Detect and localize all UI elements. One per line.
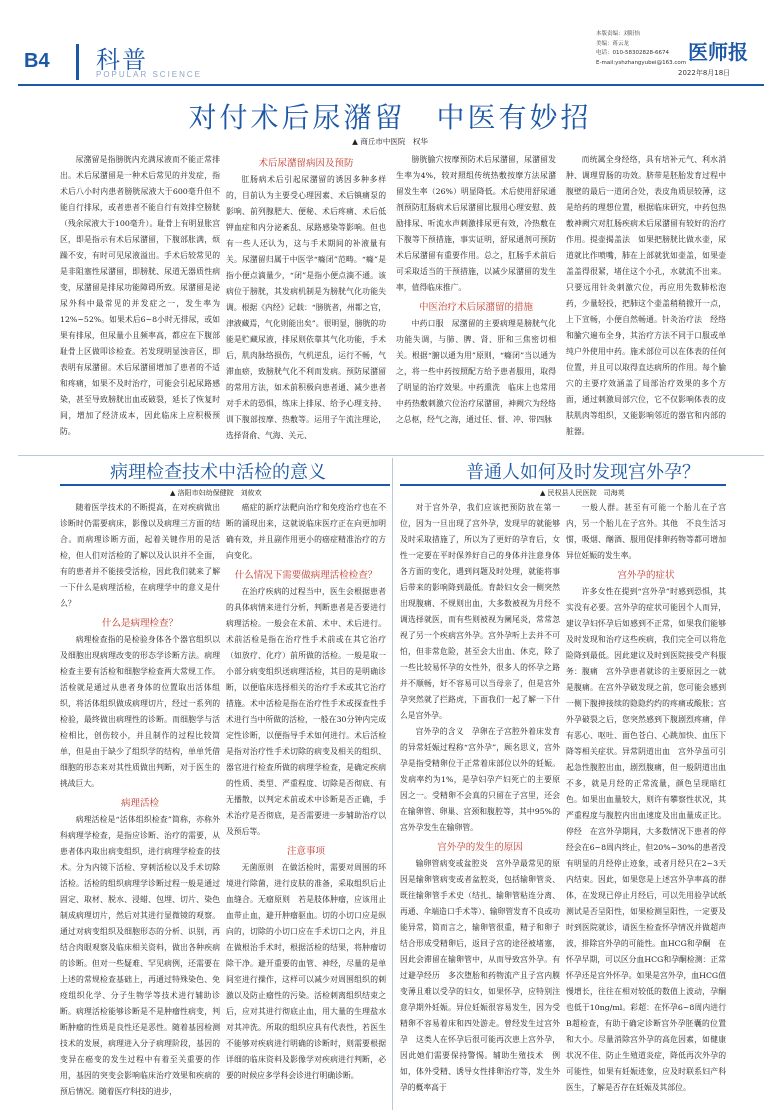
masthead: [0, 0, 780, 90]
main-headline: 对付术后尿潴留 中医有妙招: [188, 101, 592, 134]
subheading: 宫外孕的症状: [617, 570, 675, 581]
article2-byline: ▲ 洛阳市妇幼保健院 刘攸欢: [170, 489, 262, 497]
paragraph: 中药口服 尿潴留的主要病理是膀胱气化功能失调，与肺、脾、肾、肝和三焦密切相关。根据“腑以通为用”原则，“癃闭”当以通为之，将一些中药按照配方给予患者服用，取得了明显的治疗效果。中药熏洗 临床上也常用中药热敷刺激穴位治疗尿潴留，神阙穴为经络之总枢，经气之海，通过任、督、冲、带四脉: [396, 319, 556, 424]
newspaper-logo: 医师报: [688, 40, 748, 64]
article2-title: 病理检查技术中活检的意义: [110, 462, 326, 483]
column-divider: [392, 458, 393, 1110]
subheading: 病理活检: [120, 798, 159, 809]
subheading: 中医治疗术后尿潴留的措施: [418, 302, 533, 313]
editor-line: 本版责编：刘阳怡: [596, 31, 641, 37]
paragraph: 膀胱腧穴按摩预防术后尿潴留，尿潴留发生率为4%，较对照组传统热敷按摩方法尿潴留发生率（26%）明显降低。术后使用舒尿通剂预防肛肠病术后尿潴留比服用心理安慰、鼓励排尿、听流水声刺激排尿更有效，冷热敷在下腹等下预措施，事实证明，舒尿通剂可预防术后尿潴留有重要作用。总之，肛肠手术前后可采取适当的干预措施，以减少尿潴留的发生率，值得临床推广。: [396, 155, 556, 292]
article2-column-1: [60, 500, 220, 1110]
main-byline: ▲ 商丘市中医院 权华: [352, 137, 428, 146]
subheading: 宫外孕的发生的原因: [437, 842, 523, 853]
subheading: 什么情况下需要做病理活检检查？: [234, 570, 378, 581]
main-column-1: [60, 152, 220, 450]
main-column-2: [226, 152, 386, 450]
main-column-3: [396, 152, 556, 450]
paragraph: 随着医学技术的不断提高，在对疾病做出诊断时仍需要病床，影像以及病理三方面的结合。而病理诊断方面，起着关键作用的是活检，但人们对活检的了解以及认识并不全面，有的患者并不能接受活检，因此我们就来了解一下什么是病理活检，在病理学中的意义是什么？: [60, 503, 220, 608]
subheading: 术后尿潴留病因及预防: [258, 158, 354, 169]
article3-byline: ▲ 民权县人民医院 司海英: [540, 489, 625, 497]
section-name: 科普: [96, 46, 148, 74]
editor-line: E-mail:yshzhangyubei@163.com: [596, 59, 687, 66]
section-name-en: POPULAR SCIENCE: [96, 70, 203, 79]
section-bar: [76, 44, 79, 80]
paragraph: 在治疗疾病的过程当中，医生会根据患者的具体病情来进行分析，判断患者是否要进行病理活检。一般会在术前、术中、术后进行。术前活检是指在治疗性手术前或在其它治疗（如放疗、化疗）前所做的活检。一般是取一小部分病变组织送病理活检，其目的是明确诊断，以便临床选择相关的治疗手术或其它治疗措施。术中活检是指在治疗性手术或探查性手术进行当中所做的活检，一般在30分钟内完成定性诊断，以便指导手术如何进行。术后活检是指对治疗性手术切除的病变及相关的组织、器官进行检查所做的病理学检查，是确定疾病的性质、类型、严重程度、切除是否彻底、有无播散，以判定术前或术中诊断是否正确，手术治疗是否彻底，是否需要进一步辅助治疗以及预后等。: [226, 587, 386, 836]
paragraph: 宫外孕的含义 孕卵在子宫腔外着床发育的异常妊娠过程称“宫外孕”，顾名思义，宫外孕是指受精卵位于正常着床部位以外的妊娠。发病率约为1%，是孕妇孕产妇死亡的主要原因之一。受精卵不会真的只留在子宫里，还会在输卵管、卵巢、宫颈和腹腔等，其中95%的宫外孕发生在输卵管。: [400, 727, 560, 832]
subheading: 注意事项: [286, 846, 325, 857]
article3-title: 普通人如何及时发现宫外孕？: [466, 462, 700, 483]
paragraph: 尿潴留是指膀胱内充满尿液而不能正常排出。术后尿潴留是一种术后常见的并发症，指术后八小时内患者膀胱尿液大于600毫升但不能自行排尿，或者患者不能自行有效排空膀胱（残余尿液大于100毫升）。耻骨上有明显胀宫区，即是指示有术后尿潴留，下腹部胀满，烦躁不安，有时可见尿液溢出。手术后较常见的是非阻塞性尿潴留，即膀胱、尿道无器质性病变，尿潴留是排尿功能障碍所致。尿潴留是泌尿外科中最常见的并发症之一，发生率为12%~52%。如果术后6~8小时无排尿，或如果有排尿，但尿量小且频率高，都应在下腹部耻骨上区做叩诊检查。若发现明显浊音区，即表明有尿潴留。术后尿潴留增加了患者的不适和疼痛，如果不及时治疗，可能会引起尿路感染，甚至导致膀胱出血或破裂，延长了恢复时间，增加了经济成本，因此临床上应积极预防。: [60, 155, 220, 436]
article2-column-2: [226, 500, 386, 1110]
paragraph: 病理活检是“活体组织检查”简称，亦称外科病理学检查，是指应诊断、治疗的需要，从患者体内取出病变组织，进行病理学检查的技术。分为内镜下活检、穿刺活检以及手术切除活检。活检的组织病理学诊断过程一般是通过固定、取材、脱水、浸蜡、包埋、切片、染色制成病理切片，然后对其进行显微镜的观察。通过对病变组织及细胞形态的分析、识别，再结合肉眼观察及临床相关资料，做出各种疾病的诊断。但对一些疑难、罕见病例，还需要在上述的常规检查基础上，再通过特殊染色、免疫组织化学、分子生物学等技术进行辅助诊断。病理活检能够诊断是不是肿瘤性病变，判断肿瘤的性质是良性还是恶性。随着基因检测技术的发展，病理进入分子病理阶段，基因的变异在癌变的发生过程中有着至关重要的作用，基因的突变会影响临床治疗效果和疾病的预后情况。随着医疗科技的进步，: [60, 815, 220, 1096]
paragraph: 对于宫外孕，我们应该把预防放在第一位，因为一旦出现了宫外孕，发现早的就能够及时采取措施了，所以为了更好的孕育后，女性一定要在平时保养好自己的身体并注意身体各方面的变化，遇到问题及时处理，就能将事后带来的影响降到最低。育龄妇女会一侧突然出现腹痛、不规则出血，大多数被视为月经不调选择就医，而有些则被视为阑尾炎，常常忽视了另一个疾病宫外孕。宫外孕听上去并不可怕，但非常危险，甚至会大出血、休克，除了一些比较易怀孕的女性外，很多人的怀孕之路并不顺畅，好不容易可以当母亲了，但是宫外孕突然就了拦路虎，下面我们一起了解一下什么是宫外孕。: [400, 503, 560, 720]
paragraph: 病理检查指的是检验身体各个器官组织以及细胞出现病理改变的形态学诊断方法。病理检查主要有活检和细胞学检查两大常规工作。活检就是通过从患者身体的位置取出活体组织，将活体组织做成病理切片，经过一系列的检验，最终做出病理性的诊断。而细胞学与活检相比，创伤较小，并且制作的过程比较简单，但是由于缺少了组织学的结构，单单凭借细胞的形态来对其性质做出判断，对于医生的挑战巨大。: [60, 635, 220, 788]
article3-column-1: [400, 500, 560, 1110]
main-column-4: [566, 152, 726, 450]
paragraph: 一般人群。甚至有可能一个胎儿在子宫内，另一个胎儿在子宫外。其他 不良生活习惯，吸烟、酗酒、服用促排卵药物等都可增加异位妊娠的发生率。: [566, 503, 726, 560]
masthead-rule: [18, 84, 764, 86]
article2-title-rule: [60, 484, 390, 486]
paragraph: 许多女性在提到“宫外孕”时感到恐惧，其实没有必要。宫外孕的症状可能因个人而异，建议孕妇怀孕后如感到不正常，如果我们能够及时发现和治疗这些疾病，我们完全可以将危险降到最低。因此建议及时到医院接受产科服务：腹痛 宫外孕患者就诊的主要原因之一就是腹痛。在宫外孕破发现之前，您可能会感到一侧下腹抻接续的隐隐约约的疼痛或酸胀；宫外孕破裂之后，您突然感到下腹剧烈疼痛，伴有恶心、呕吐、面色苍白、心跳加快、血压下降等相关症状。异常阴道出血 宫外孕虽可引起急性腹腔出血，剧烈腹痛，但一般阴道出血不多，就是月经的正常流量，颜色呈现暗红色。如果出血量较大，则许有攀察性状况，其严重程度与腹腔内出血速度及出血量成正比。停经 在宫外孕期间，大多数情况下患者的停经会在6~8周内终止，但20%~30%的患者没有明显的月经停止迹象，或者月经只在2~3天内结束。因此，如果您是上述宫外孕率高的群体，在发现已停止月经后，可以先用验孕试纸测试是否呈阳性，如果检测呈阳性，一定要及时到医院就诊，请医生检查怀孕情况并做超声波，排除宫外孕的可能性。血HCG和孕酮 在怀孕早期，可以区分血HCG和孕酮检测：正常怀孕还是宫外怀孕。如果是宫外孕，血HCG值慢增长，往往在相对较低的数值上波动，孕酮也低于10ng/ml。彩超：在怀孕6~8周内进行B超检查，有助于确定诊断宫外孕胚囊的位置和大小。尽量消除宫外孕的高危因素，如健康状况不佳、防止生殖道炎症，降低再次外孕的可能性，如果有妊娠迹象，应及时联系妇产科医生，了解是否存在妊娠及其部位。: [566, 587, 726, 1092]
editor-line: 电话：010-58302828-6674: [596, 50, 669, 56]
subheading: 什么是病理检查？: [101, 618, 178, 629]
paragraph: 输卵管病变或盆腔炎 宫外孕最常见的原因是输卵管病变或者盆腔炎，包括输卵管炎、既往输卵管手术史（结扎、输卵管粘连分离、再通、伞端造口手术等）、输卵管发育不良或功能异常，简而言之，输卵管很重，精子和卵子结合形成受精卵后，返回子宫的途径被堵塞，因此会滞留在输卵管中，从而导致宫外孕。有过避孕经历 多次堕胎和药物流产且子宫内膜变薄且难以受孕的妇女，如果怀孕，应特别注意孕期外妊娠。异位妊娠很容易发生，因为受精卵不容易着床和四处游走。曾经发生过宫外孕 这类人在怀孕后很可能再次患上宫外孕，因此她们需要保持警惕。辅助生殖技术 例如，体外受精、诱导女性排卵治疗等，发生外孕的概率高于: [400, 859, 560, 1092]
page-number: B4: [24, 50, 50, 72]
paragraph: 而统属全身经络，具有培补元气、利水消肿、调理胃肠的功效。脐带是胚胎发育过程中腹壁的最后一道闭合处，表皮角质层较薄，这是给药的理想位置，根据临床研究，中药包热敷神阙穴对肛肠疾病术后尿潴留有较好的治疗作用。提壶揭盖法 如果把膀胱比做水壶，尿道就比作喷嘴，肺在上部就犹如壶盖，如果壶盖盖得很紧，堵住这个小孔，水就流不出来。只要远用针灸刺激穴位，再应用先数肺松泡药，少量轻投，把肺这个壶盖稍稍掀开一点，上下宣畅，小便自然畅通。针灸治疗法 经络和腧穴遍布全身，其治疗方法不同于口服或单纯户外使用中药。施术部位可以在体表的任何位置，并且可以取得直达病所的作用。每个腧穴的主要疗效涵盖了局部治疗效果的多个方面，通过刺激局部穴位，它不仅影响体表的皮肤肌肉等组织，又能影响邻近的器官和内部的脏器。: [566, 155, 726, 436]
paragraph: 癌症的新疗法靶向治疗和免疫治疗也在不断的涌现出来，这就说临床医疗正在向更加明确有效，并且副作用更小的癌症精准治疗的方向变化。: [226, 503, 386, 560]
article3-title-rule: [400, 484, 726, 486]
paragraph: 肛肠病术后引起尿潴留的诱因多种多样的，目前认为主要受心理因素、术后镇痛泵的影响、前列腺肥大、便秘、术后疼痛、术后低钾血症和内分泌紊乱、尿路感染等影响。但也有一些人还认为，这与手术期间的补液量有关。尿潴留归属于中医学“癃闭”范畴。“癃”是指小便点滴量少，“闭”是指小便点滴不通。该病位于膀胱，其发病机制是为膀胱气化功能失调。根据《内经》记载：“膀胱者，州都之官，津液藏焉，气化则能出矣”。很明显，膀胱的功能是贮藏尿液，排尿则依靠其气化功能，手术后，肌肉脉络损伤，气机逆乱，运行不畅，气滞血瘀，致膀胱气化不利而发病。预防尿潴留的常用方法，如术前积极向患者通、减少患者对手术的恐惧，练床上排尿、给予心理支持、训下腹部按摩、热敷等。运用子午流注理论，选择肾俞、气海、关元、: [226, 175, 386, 440]
paragraph: 无菌原则 在做活检时，需要对周围的环境进行除菌，进行皮肤的准备，采取组织后止血缝合。无瘤原则 若是肢体肿瘤，应该用止血带止血，避开肿瘤驱血。切的小切口应是纵向的，切除的小切口应在手术切口之内，并且在做根治手术时，根据活检的结果，将肿瘤切除干净。避开重要的血管、神经，尽量的是单间室进行操作，这样可以减少对周围组织的刺激以及防止瘤性的污染。活检刺离组织结束之后，应对其进行彻底止血，用大量的生理盐水对其冲洗。所取的组织应具有代表性，若医生不能够对疾病进行明确的诊断时，则需要根据详细的临床资料及影像学对疾病进行判断，必要的时候应多学科会诊进行明确诊断。: [226, 863, 386, 1080]
issue-date: 2022年8月18日: [678, 69, 731, 77]
section-divider: [18, 455, 764, 456]
editor-line: 美编：蒋云龙: [596, 40, 630, 47]
article3-column-2: [566, 500, 726, 1110]
editor-info: [596, 30, 691, 68]
